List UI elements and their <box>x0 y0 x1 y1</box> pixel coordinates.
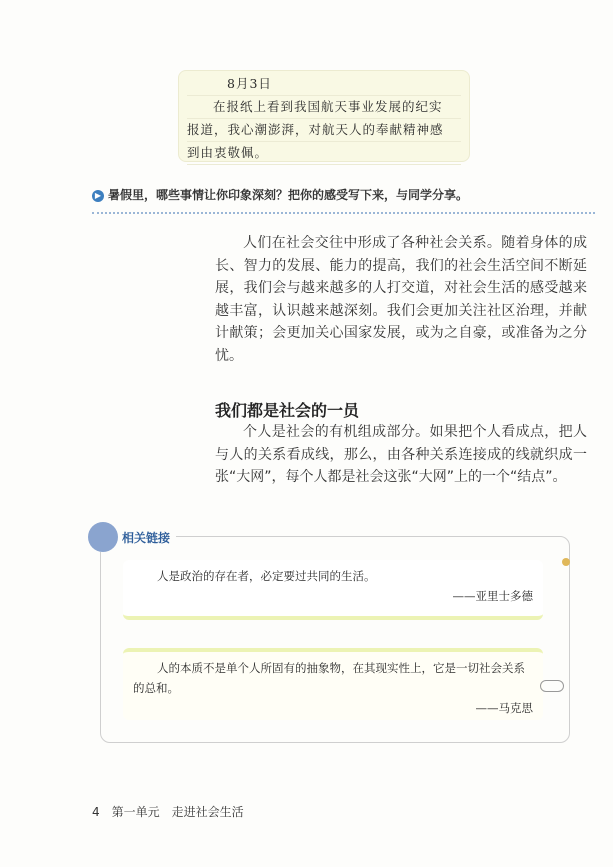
activity-prompt <box>92 186 468 203</box>
quote-author: ——亚里士多德 <box>452 589 533 603</box>
arrow-icon: ▶ <box>92 190 104 202</box>
note-line: 在报纸上看到我国航天事业发展的纪实 <box>187 96 461 119</box>
related-links-title: 相关链接 <box>122 530 171 545</box>
paragraph-text: 人们在社会交往中形成了各种社会关系。随着身体的成长、智力的发展、能力的提高，我们的社会生活空间不断延展，我们会与越来越多的人打交道，对社会生活的感受越来越丰富，认识越来越深刻。我们会更加关注社区治理，并献计献策；会更加关心国家发展，或为之自豪，或准备为之分忧。 <box>215 235 587 364</box>
prompt-text: 暑假里，哪些事情让你印象深刻？把你的感受写下来，与同学分享。 <box>108 188 469 202</box>
page-number: 4 <box>92 805 100 819</box>
quote-text: 人是政治的存在者，必定要过共同的生活。 <box>157 569 376 583</box>
quote-card <box>123 560 543 620</box>
quote-text: 人的本质不是单个人所固有的抽象物，在其现实性上，它是一切社会关系的总和。 <box>133 661 525 695</box>
unit-title: 走进社会生活 <box>171 805 244 819</box>
globe-icon <box>88 522 118 552</box>
body-paragraph-2 <box>215 421 587 489</box>
paragraph-text: 个人是社会的有机组成部分。如果把个人看成点，把人与人的关系看成线，那么，由各种关系连接成的线就织成一张“大网”，每个人都是社会这张“大网”上的一个“结点”。 <box>215 424 587 485</box>
note-date: 8月3日 <box>187 73 461 96</box>
note-line: 报道，我心潮澎湃，对航天人的奉献精神感 <box>187 119 461 142</box>
section-heading: 我们都是社会的一员 <box>215 401 360 420</box>
page-footer <box>92 803 256 820</box>
body-paragraph-1 <box>215 232 587 367</box>
paperclip-icon <box>540 680 564 692</box>
diary-note <box>178 70 470 162</box>
related-links-header <box>88 522 176 552</box>
dotted-divider <box>92 212 595 214</box>
pin-icon <box>562 558 570 566</box>
note-line: 到由衷敬佩。 <box>187 142 461 165</box>
quote-author: ——马克思 <box>475 701 533 715</box>
unit-label: 第一单元 <box>111 805 160 819</box>
quote-card <box>123 648 543 720</box>
